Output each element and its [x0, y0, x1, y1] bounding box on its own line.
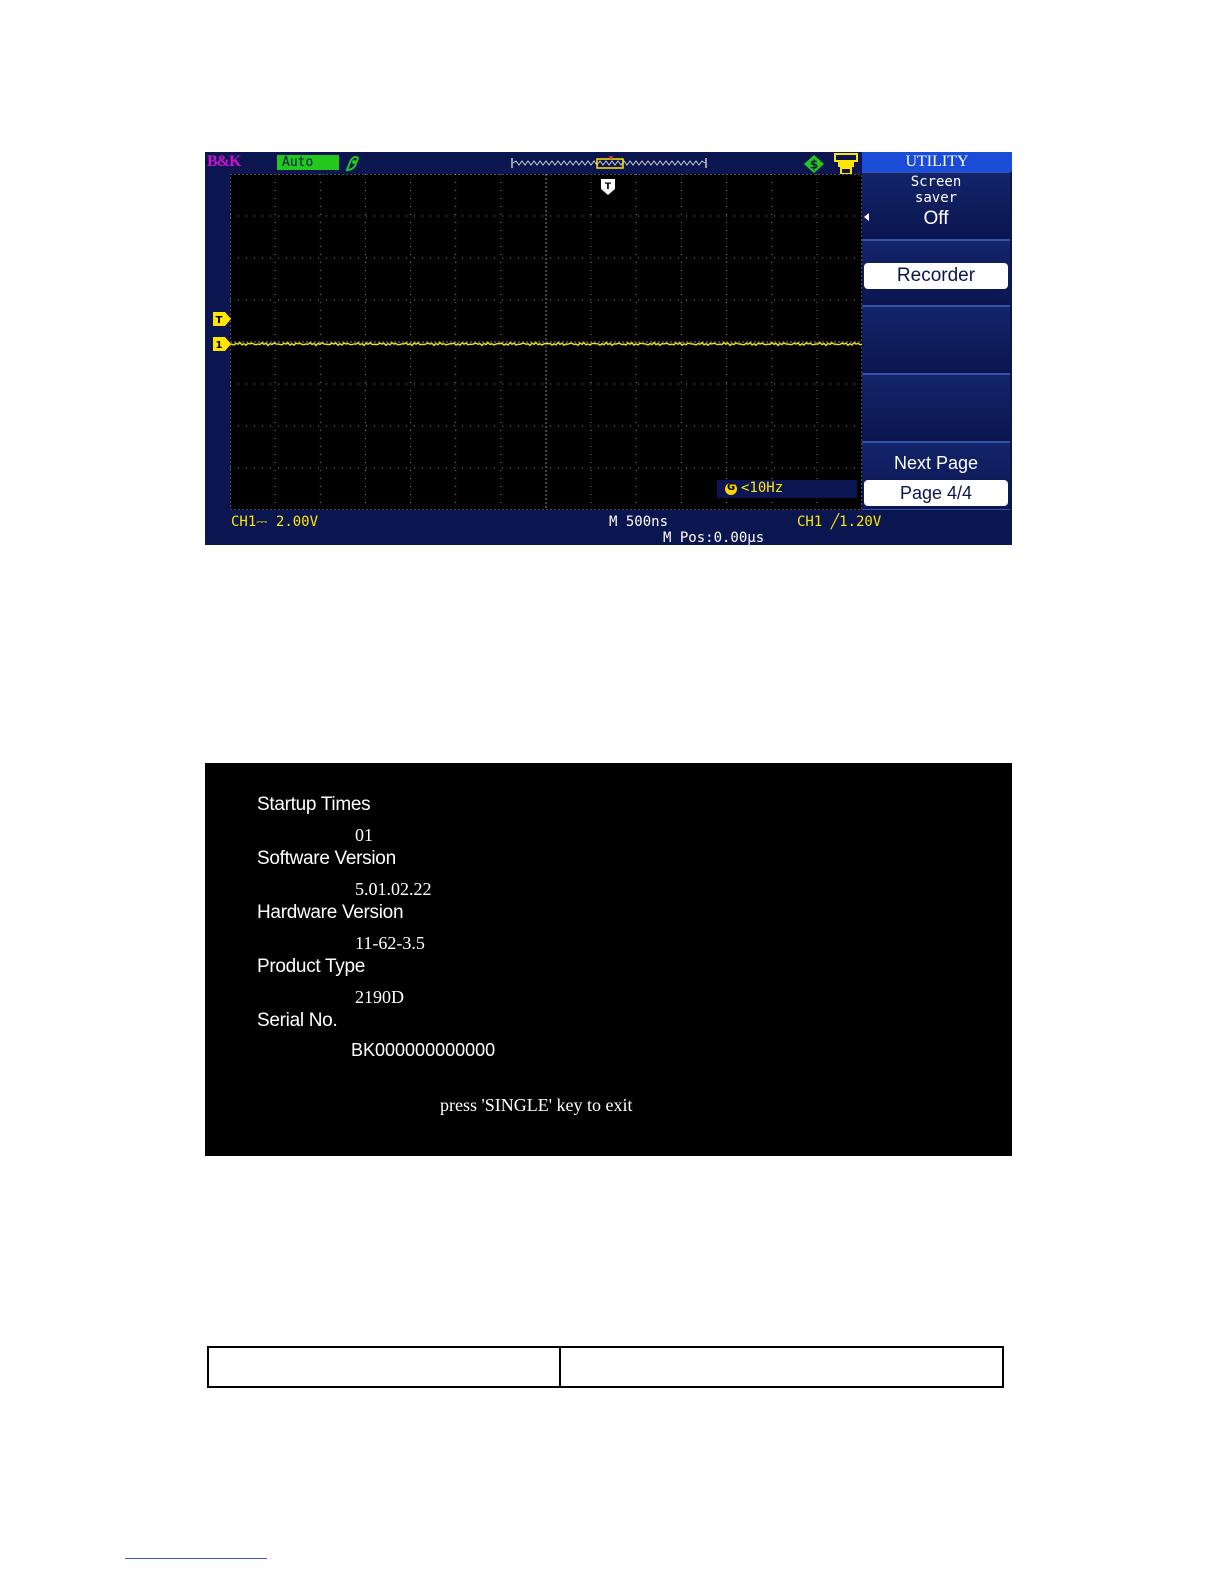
software-version-value: 5.01.02.22: [355, 879, 432, 899]
product-type-value: 2190D: [355, 987, 404, 1007]
side-menu: [862, 152, 1012, 510]
ch1-marker: [213, 337, 231, 351]
table-column-divider: [559, 1348, 561, 1386]
trigger-position-marker: [601, 179, 615, 195]
empty-table: [207, 1346, 1004, 1388]
svg-text:1: 1: [215, 340, 223, 351]
hardware-version-value: 11-62-3.5: [355, 933, 425, 953]
screen-saver-value: Off: [923, 208, 949, 229]
left-arrow-icon: [864, 213, 869, 221]
serial-no-label: Serial No.: [257, 1010, 338, 1031]
acquisition-mode-badge: Auto: [277, 155, 339, 170]
page-indicator[interactable]: Page 4/4: [864, 480, 1008, 506]
next-page-label: Next Page: [893, 453, 979, 473]
main-position: M Pos:0.00μs: [663, 530, 765, 545]
ch1-trace: [230, 343, 862, 346]
menu-slot-empty-2: [862, 374, 1010, 442]
footnote-rule: [125, 1558, 267, 1559]
frequency-value: <10Hz: [741, 480, 784, 496]
scope-bottom-bar: [205, 510, 1012, 545]
brand-logo: B&K: [207, 153, 241, 170]
oscilloscope-screen: [205, 152, 1012, 545]
menu-slot-empty-1: [862, 306, 1010, 374]
product-type-label: Product Type: [257, 956, 366, 977]
recorder-button[interactable]: Recorder: [864, 263, 1008, 289]
screen-saver-label-line1: Screen: [910, 174, 962, 190]
screen-saver-button[interactable]: [862, 172, 1010, 240]
hardware-version-label: Hardware Version: [257, 902, 404, 923]
waveform-grid: [230, 174, 862, 510]
frequency-readout: [717, 480, 857, 498]
menu-title: UTILITY: [862, 152, 1012, 172]
memory-depth-bar: [511, 156, 707, 170]
frequency-counter-icon: [725, 483, 737, 495]
ch1-scale: CH1⎓ 2.00V: [231, 514, 319, 530]
software-version-label: Software Version: [257, 848, 396, 869]
trigger-level-marker: [213, 312, 231, 326]
startup-times-label: Startup Times: [257, 794, 371, 815]
svg-text:$: $: [809, 157, 819, 172]
system-info-screen: [205, 763, 1012, 1156]
status-icon: [803, 154, 825, 174]
svg-text:T: T: [215, 315, 223, 326]
exit-hint: press 'SINGLE' key to exit: [440, 1095, 633, 1115]
screen-saver-label-line2: saver: [914, 190, 958, 206]
run-state-icon: [343, 154, 361, 172]
trigger-setting: CH1 ╱1.20V: [797, 514, 882, 530]
serial-no-value: BK000000000000: [351, 1040, 496, 1060]
status-bar: [205, 152, 862, 174]
timebase: M 500ns: [609, 514, 669, 530]
startup-times-value: 01: [355, 825, 373, 845]
svg-text:T: T: [604, 182, 612, 192]
usb-icon: [833, 153, 859, 175]
